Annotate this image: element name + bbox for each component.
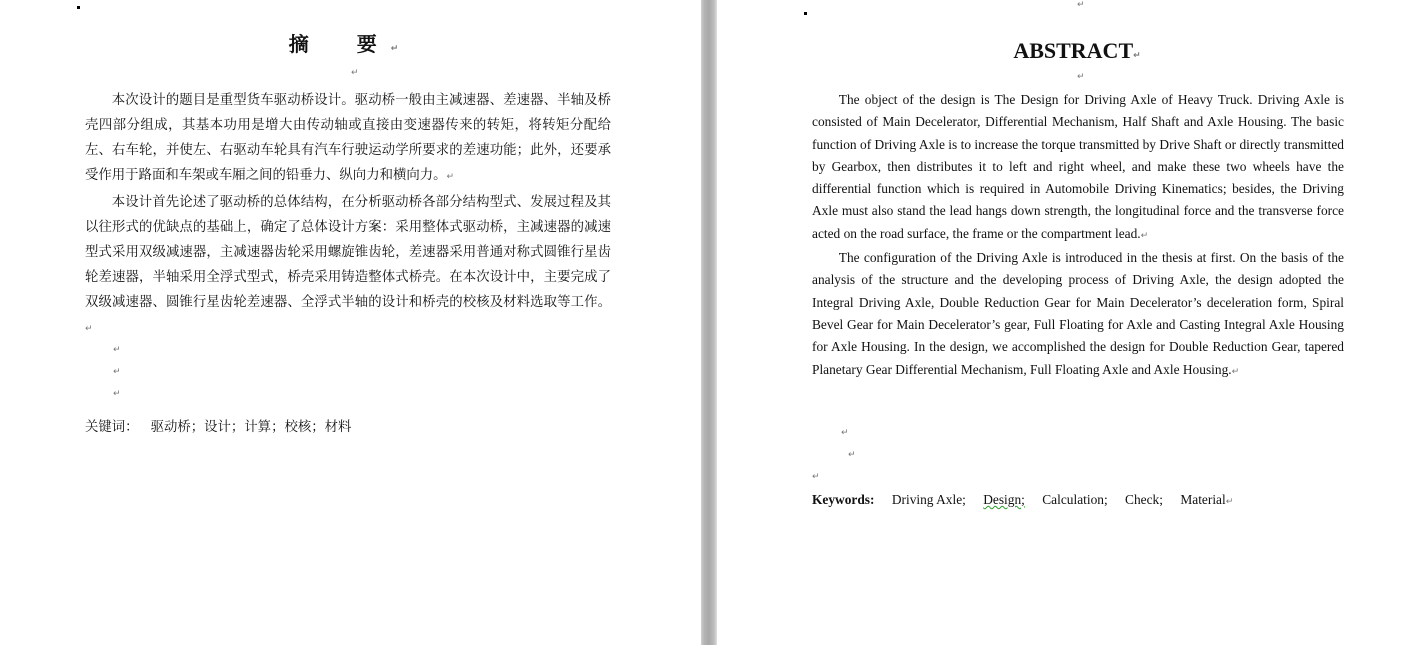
cn-keywords-value: 驱动桥；设计；计算；校核；材料 (150, 420, 352, 435)
paragraph-mark-icon: ↵ (85, 324, 93, 334)
cn-title-text: 摘 要 (288, 32, 391, 56)
english-abstract-title (717, 38, 1402, 64)
paragraph-mark-icon: ↵ (446, 172, 455, 182)
paragraph-mark-icon: ↵ (1140, 230, 1149, 241)
page-gutter (701, 0, 717, 645)
paragraph-mark-icon: ↵ (113, 367, 121, 377)
cn-paragraph-2: 本设计首先论述了驱动桥的总体结构，在分析驱动桥各部分结构型式、发展过程及其以往形式的优缺点的基础上，确定了总体设计方案：采用整体式驱动桥，主减速器的减速型式采用双级减速器，主减速器齿轮采用螺旋锥齿轮，差速器采用普通对称式圆锥行星齿轮差速器，半轴采用全浮式型式，桥壳采用铸造整体式桥壳。在本次设计中，主要完成了双级减速器、圆锥行星齿轮差速器、全浮式半轴的设计和桥壳的校核及材料选取等工作。↵ (85, 195, 611, 334)
en-title-text: ABSTRACT (1013, 38, 1134, 63)
en-keywords-label: Keywords: (812, 492, 875, 507)
cn-paragraph-1: 本次设计的题目是重型货车驱动桥设计。驱动桥一般由主减速器、差速器、半轴及桥壳四部分组成，其基本功用是增大由传动轴或直接由变速器传来的转矩，将转矩分配给左、右车轮，并使左、右驱动车轮具有汽车行驶运动学所要求的差速功能；此外，还要承受作用于路面和车架或车厢之间的铅垂力、纵向力和横向力。↵ (85, 93, 611, 183)
chinese-abstract-body (85, 88, 611, 342)
english-abstract-body (812, 89, 1344, 383)
paragraph-mark-icon: ↵ (841, 428, 849, 438)
cn-keywords-label: 关键词： (85, 420, 139, 435)
paragraph-mark-icon: ↵ (113, 345, 121, 355)
paragraph-mark-icon: ↵ (1133, 51, 1141, 61)
paragraph-mark-icon: ↵ (1225, 497, 1234, 507)
english-abstract-page (717, 0, 1402, 645)
keyword-item: Calculation; (1042, 492, 1108, 507)
paragraph-mark-icon: ↵ (351, 68, 359, 78)
keyword-item: Material (1180, 492, 1226, 507)
paragraph-mark-icon: ↵ (1077, 0, 1085, 10)
chinese-keywords (85, 416, 351, 435)
paragraph-mark-icon: ↵ (1077, 72, 1085, 82)
paragraph-mark-icon: ↵ (1231, 366, 1240, 377)
page-corner-marker (804, 12, 807, 15)
keyword-item: Design; (983, 492, 1025, 507)
english-keywords (812, 492, 1233, 508)
en-paragraph-1: The object of the design is The Design for Driving Axle of Heavy Truck. Driving Axle is consisted of Main Decelerator, Differential Mechanism, Half Shaft and Axle Housing. The basic function of Driving Axle is to increase the torque transmitted by Drive Shaft or directly transmitted by Gearbox, then distributes it to left and right wheel, and make these two wheels have the differential function which is required in Automobile Driving Kinematics; besides, the Driving Axle must also stand the lead hangs down strength, the longitudinal force and the transverse force acted on the road surface, the frame or the compartment lead.↵ (812, 92, 1344, 241)
paragraph-mark-icon: ↵ (812, 472, 820, 482)
chinese-abstract-title (0, 28, 701, 57)
paragraph-mark-icon: ↵ (113, 389, 121, 399)
en-paragraph-2: The configuration of the Driving Axle is introduced in the thesis at first. On the basis of the analysis of the structure and the developing process of Driving Axle, the design adopted the Integral Driving Axle, Double Reduction Gear for Main Decelerator’s deceleration form, Spiral Bevel Gear for Main Decelerator’s gear, Full Floating for Axle and Casting Integral Axle Housing for Axle Housing. In the design, we accomplished the design for Double Reduction Gear, tapered Planetary Gear Differential Mechanism, Full Floating Axle and Axle Housing.↵ (812, 250, 1344, 377)
paragraph-mark-icon: ↵ (390, 44, 413, 54)
keyword-item: Driving Axle; (891, 492, 966, 507)
page-corner-marker (77, 6, 80, 9)
keyword-item: Check; (1125, 492, 1163, 507)
paragraph-mark-icon: ↵ (848, 450, 856, 460)
